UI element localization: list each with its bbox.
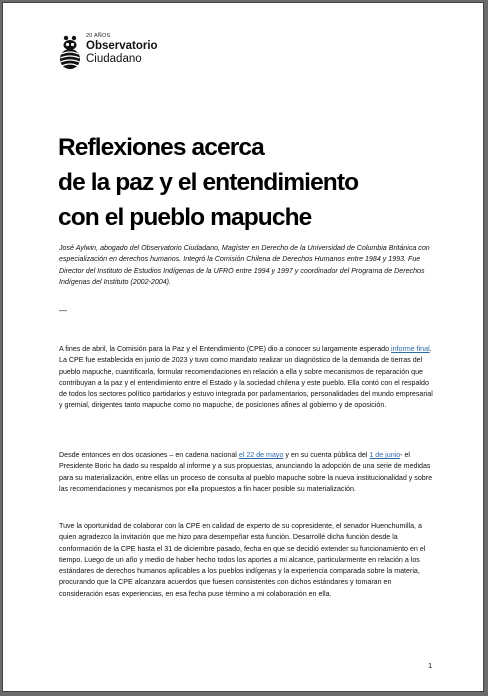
title-line-2: de la paz y el entendimiento: [58, 169, 359, 196]
1-de-junio-link[interactable]: 1 de junio: [369, 451, 401, 459]
informe-final-link[interactable]: informe final: [391, 345, 430, 353]
title-line-3: con el pueblo mapuche: [58, 204, 312, 231]
observatorio-logo-icon: [59, 35, 81, 71]
paragraph-2-text-b: y en su cuenta pública del: [283, 451, 370, 459]
logo-name-line1: Observatorio: [86, 40, 158, 52]
logo-anniversary: 20 AÑOS: [86, 33, 111, 39]
paragraph-2-text-a: Desde entonces en dos ocasiones – en cadena nacional: [59, 451, 239, 459]
22-de-mayo-link[interactable]: el 22 de mayo: [238, 451, 284, 459]
paragraph-3: Tuve la oportunidad de colaborar con la CPE en calidad de experto de su copresidente, el senador Huenchumilla, a quien agradezco la invitación que me hizo para desempeñar esta función. Desarrollé dicha función desde la conformación de la CPE hasta el 31 de diciembre pasado, fecha en que se decidió extender su funcionamiento en el tiempo. Luego de un año y medio de haber hecho todos los aportes a mi alcance, particularmente en relación a los estándares de derechos humanos aplicables a los pueblos indígenas y la experiencia comparada sobre la materia, procurando que la CPE alcanzara acuerdos que fuesen consistentes con dichos estándares y tomaran en consideración esas experiencias, en esa fecha puse término a mi colaboración en ella.: [59, 522, 426, 598]
title-line-1: Reflexiones acerca: [58, 134, 264, 161]
article-title: [58, 130, 448, 235]
author-note: José Aylwin, abogado del Observatorio Ciudadano, Magíster en Derecho de la Universidad de Columbia Británica con especialización en derechos humanos. Integró la Comisión Chilena de Derechos Humanos entre 1984 y 1993. Fue Director del Instituto de Estudios Indígenas de la UFRO entre 1994 y 1997 y coordinador del Programa de Derechos Indígenas del Instituto (2002-2004).: [59, 244, 430, 286]
page-number: 1: [428, 661, 433, 670]
paragraph-1-text-a: A fines de abril, la Comisión para la Paz y el Entendimiento (CPE) dio a conocer su largamente esperado: [59, 345, 392, 353]
logo-name-line2: Ciudadano: [86, 53, 142, 65]
paragraph-1: [59, 344, 435, 412]
document-page: [2, 2, 484, 692]
paragraph-2-text-c: - el Presidente Boric ha dado su respaldo al informe y a sus propuestas, anunciando la adopción de una serie de medidas para su materialización, entre ellas un proceso de consulta al pueblo mapuche sobre la nueva institucionalidad y sobre las recomendaciones y mecanismos por ella propuestos a fin hacer posible su materialización.: [59, 451, 433, 493]
separator: —: [59, 306, 67, 315]
paragraph-1-text-b: . La CPE fue establecida en junio de 2023 y tuvo como mandato realizar un diagnóstico de la demanda de tierras del pueblo mapuche, cuantificarla, formular recomendaciones en relación a ella y sobre mecanismos de reparación que contribuyan a la paz y el entendimiento entre el Estado y la sociedad chilena y este pueblo. Ella contó con el respaldo de todos los sectores político partidarios y estuvo integrada por parlamentarios, personalidades del mundo empresarial y gremial, dirigentes tanto mapuche como no mapuche, de posiciones afines al gobierno y de oposición.: [59, 345, 433, 410]
paragraph-2: [59, 450, 435, 495]
